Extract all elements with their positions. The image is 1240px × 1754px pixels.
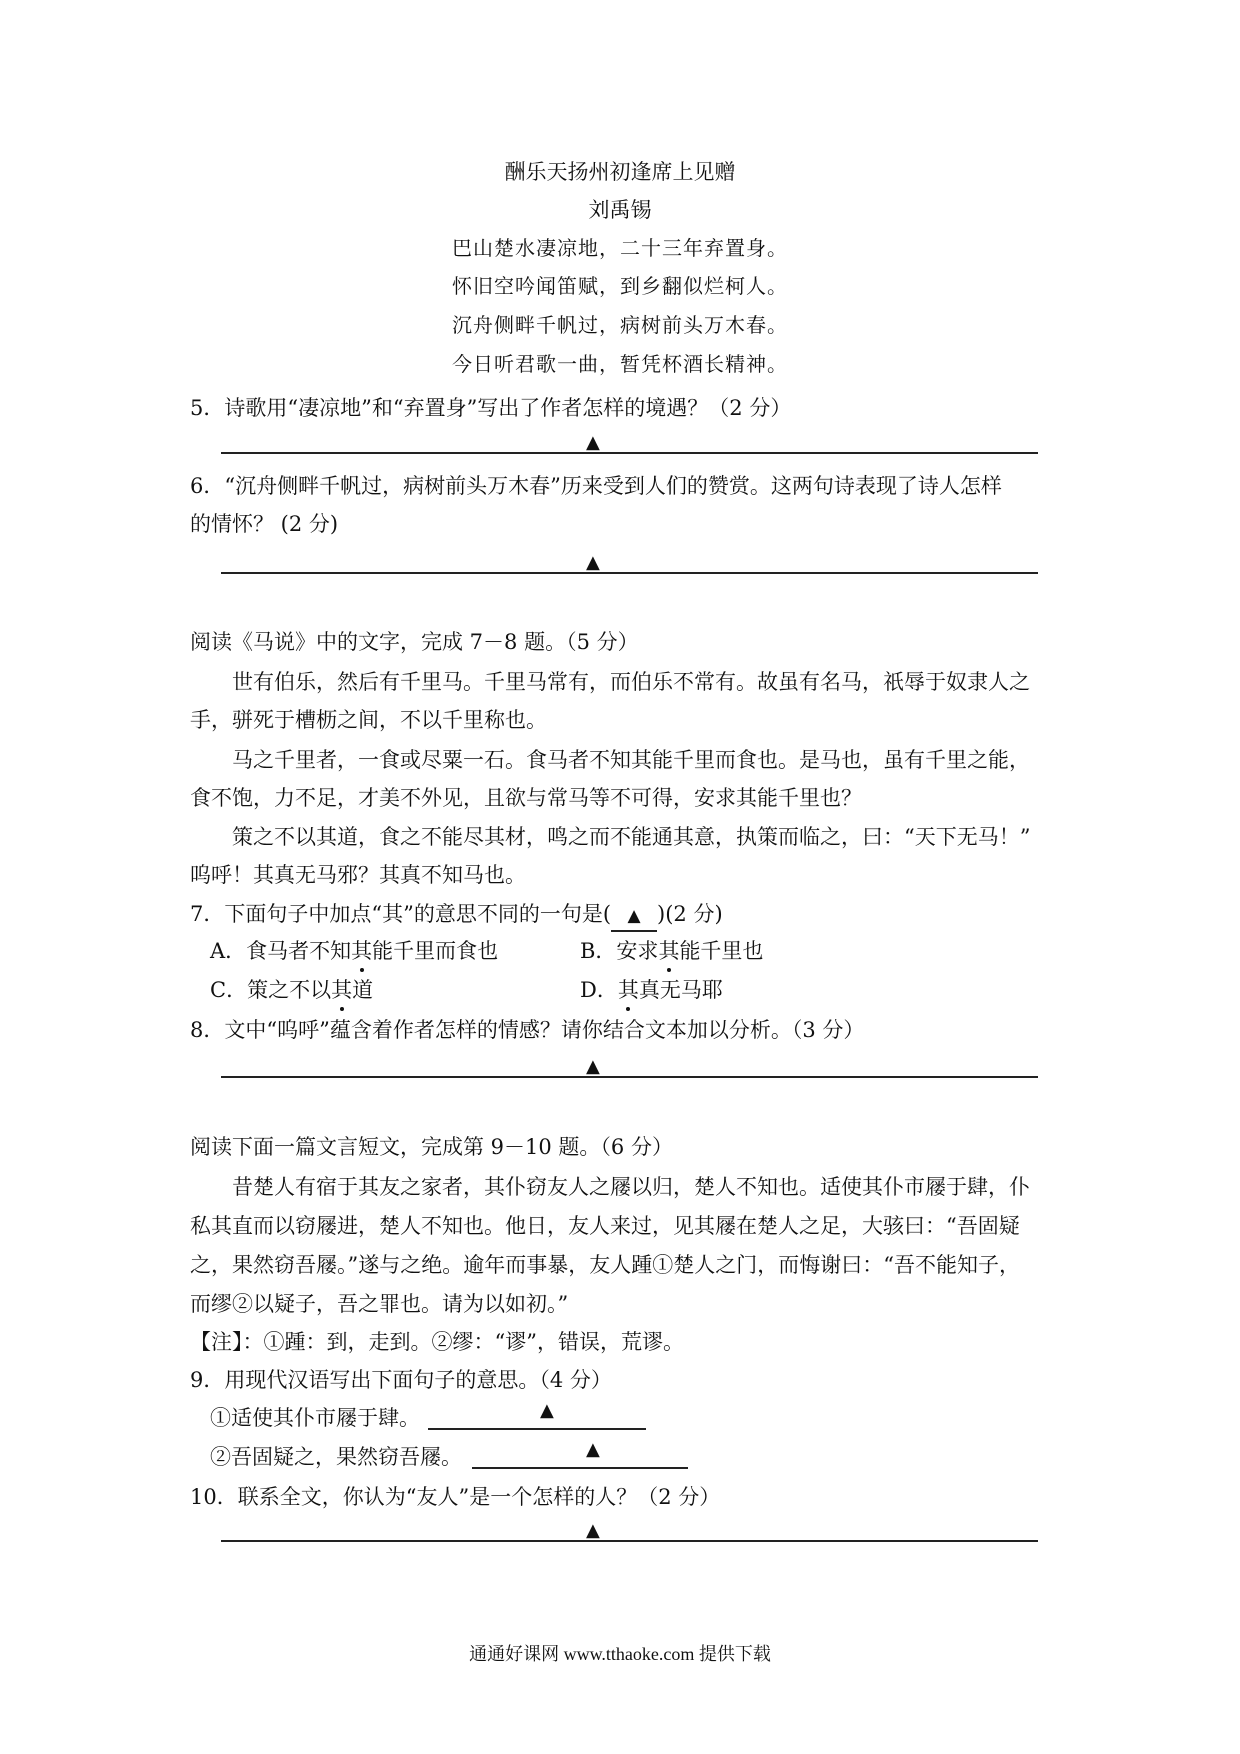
answer-marker-10: ▲ xyxy=(586,1520,600,1541)
answer-line-8[interactable] xyxy=(221,1076,1038,1078)
option-a[interactable] xyxy=(210,937,498,965)
chu-line-4: 而缪②以疑子，吾之罪也。请为以如初。” xyxy=(190,1292,569,1316)
option-a-pre: A．食马者不知 xyxy=(210,939,352,963)
option-a-dotted-char: 其 xyxy=(351,939,373,963)
question-7-score: )(2 分) xyxy=(657,902,723,926)
answer-marker-7: ▲ xyxy=(627,906,641,926)
option-c-dotted-char: 其 xyxy=(331,978,353,1002)
question-9: 9．用现代汉语写出下面句子的意思。（4 分） xyxy=(190,1368,612,1392)
option-d-post: 真无马耶 xyxy=(638,978,723,1002)
answer-line-5[interactable] xyxy=(221,452,1038,454)
chu-line-1: 昔楚人有宿于其友之家者，其仆窃友人之屦以归，楚人不知也。适使其仆市屦于肆，仆 xyxy=(232,1175,1030,1199)
chu-line-3: 之，果然窃吾屦。”遂与之绝。逾年而事暴，友人踵①楚人之门，而悔谢曰：“吾不能知子， xyxy=(190,1253,1020,1277)
question-7 xyxy=(190,900,723,932)
mashuo-p1-line-2: 手，骈死于槽枥之间，不以千里称也。 xyxy=(190,708,547,732)
option-b[interactable] xyxy=(580,937,763,965)
answer-line-10[interactable] xyxy=(221,1540,1038,1542)
option-c[interactable] xyxy=(210,976,373,1004)
option-c-pre: C．策之不以 xyxy=(210,978,332,1002)
question-8: 8．文中“呜呼”蕴含着作者怎样的情感？请你结合文本加以分析。（3 分） xyxy=(190,1018,865,1042)
poem-author: 刘禹锡 xyxy=(588,198,652,222)
question-5: 5．诗歌用“凄凉地”和“弃置身”写出了作者怎样的境遇？（2 分） xyxy=(190,396,792,420)
question-6-line-1: 6．“沉舟侧畔千帆过，病树前头万木春”历来受到人们的赞赏。这两句诗表现了诗人怎样 xyxy=(190,474,1002,498)
answer-marker-6: ▲ xyxy=(586,552,600,573)
poem-line-2: 怀旧空吟闻笛赋，到乡翻似烂柯人。 xyxy=(452,274,788,298)
chu-note: 【注】：①踵：到，走到。②缪：“谬”，错误，荒谬。 xyxy=(190,1330,684,1354)
chu-line-2: 私其直而以窃屦进，楚人不知也。他日，友人来过，见其屦在楚人之足，大骇曰：“吾固疑 xyxy=(190,1214,1020,1238)
mashuo-p2-line-1: 马之千里者，一食或尽粟一石。食马者不知其能千里而食也。是马也，虽有千里之能， xyxy=(232,748,1030,772)
option-b-post: 能千里也 xyxy=(679,939,764,963)
mashuo-p3-line-1: 策之不以其道，食之不能尽其材，鸣之而不能通其意，执策而临之，曰：“天下无马！” xyxy=(232,825,1031,849)
answer-marker-8: ▲ xyxy=(586,1056,600,1077)
mashuo-p3-line-2: 呜呼！其真无马邪？其真不知马也。 xyxy=(190,863,526,887)
answer-line-9-2[interactable] xyxy=(472,1467,688,1469)
mashuo-intro: 阅读《马说》中的文字，完成 7－8 题。（5 分） xyxy=(190,630,639,654)
answer-marker-9-1: ▲ xyxy=(540,1400,554,1421)
question-10: 10．联系全文，你认为“友人”是一个怎样的人？（2 分） xyxy=(190,1485,721,1509)
mashuo-p2-line-2: 食不饱，力不足，才美不外见，且欲与常马等不可得，安求其能千里也？ xyxy=(190,786,862,810)
footer-credit: 通通好课网 www.tthaoke.com 提供下载 xyxy=(469,1644,771,1664)
answer-line-6[interactable] xyxy=(221,572,1038,574)
option-d[interactable] xyxy=(580,976,723,1004)
poem-line-1: 巴山楚水凄凉地，二十三年弃置身。 xyxy=(452,236,788,260)
poem-title: 酬乐天扬州初逢席上见赠 xyxy=(504,160,736,184)
mashuo-p1-line-1: 世有伯乐，然后有千里马。千里马常有，而伯乐不常有。故虽有名马，祇辱于奴隶人之 xyxy=(232,670,1030,694)
poem-line-3: 沉舟侧畔千帆过，病树前头万木春。 xyxy=(452,313,788,337)
poem-line-4: 今日听君歌一曲，暂凭杯酒长精神。 xyxy=(452,352,788,376)
answer-marker-5: ▲ xyxy=(586,432,600,453)
option-c-post: 道 xyxy=(352,978,374,1002)
question-6-line-2: 的情怀？ (2 分) xyxy=(190,512,339,536)
question-9-sentence-1: ①适使其仆市屦于肆。 xyxy=(210,1406,420,1430)
option-a-post: 能千里而食也 xyxy=(372,939,499,963)
option-b-dotted-char: 其 xyxy=(658,939,680,963)
answer-marker-9-2: ▲ xyxy=(586,1439,600,1460)
option-d-dotted-char: 其 xyxy=(617,978,639,1002)
question-7-stem: 7．下面句子中加点“其”的意思不同的一句是( xyxy=(190,902,612,926)
chu-intro: 阅读下面一篇文言短文，完成第 9－10 题。（6 分） xyxy=(190,1135,673,1159)
option-b-pre: B．安求 xyxy=(580,939,659,963)
question-7-blank[interactable] xyxy=(611,902,657,932)
option-d-pre: D． xyxy=(580,978,618,1002)
question-9-sentence-2: ②吾固疑之，果然窃吾屦。 xyxy=(210,1445,462,1469)
answer-line-9-1[interactable] xyxy=(428,1428,646,1430)
